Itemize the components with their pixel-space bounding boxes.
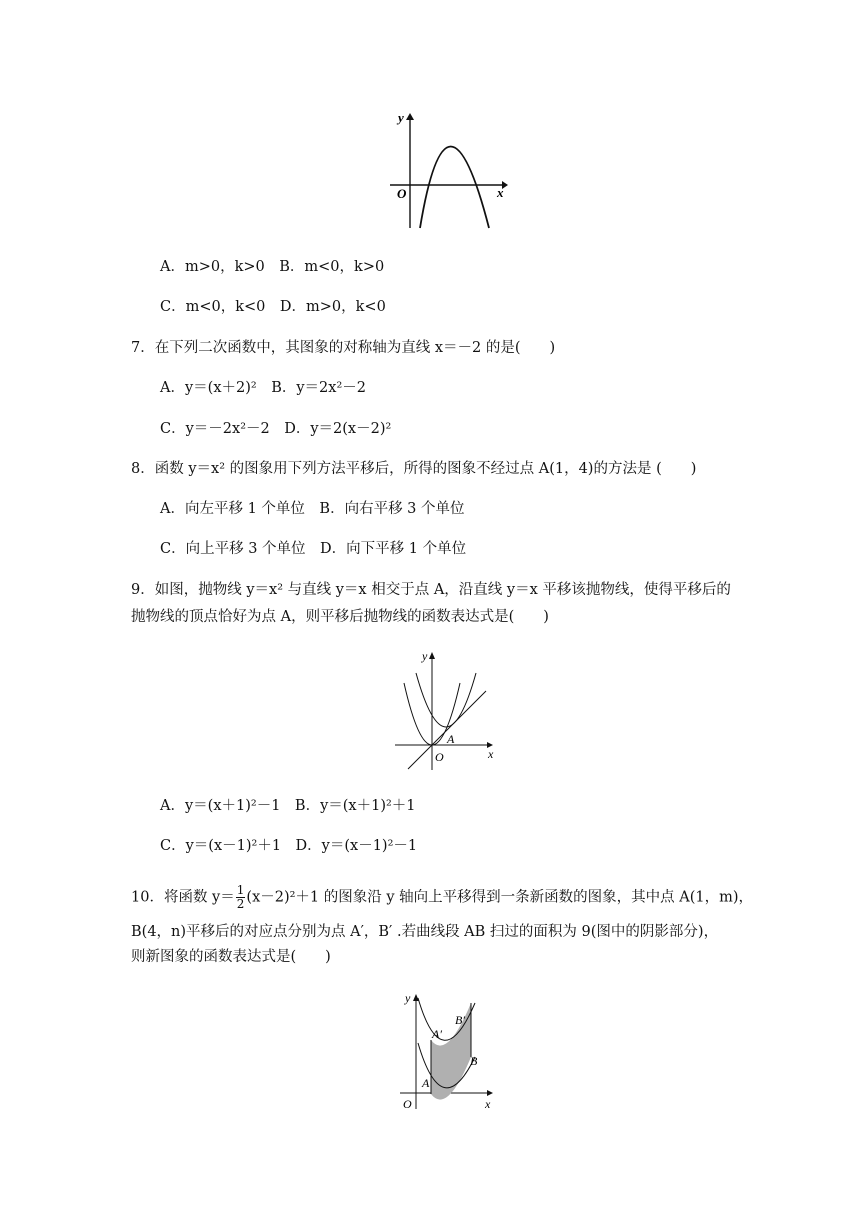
q9-y-label: y bbox=[422, 649, 428, 663]
q6-y-arrow bbox=[406, 113, 414, 120]
q10-stem-line2: B(4，n)平移后的对应点分别为点 A′，B′ .若曲线段 AB 扫过的面积为 9(图中的阴影部分)， bbox=[131, 924, 719, 940]
q8-options-row2: C．向上平移 3 个单位 D．向下平移 1 个单位 bbox=[160, 541, 467, 557]
q9-options-row1: A．y＝(x＋1)²－1 B．y＝(x＋1)²＋1 bbox=[160, 798, 416, 814]
q10-stem-prefix: 10．将函数 y＝ bbox=[131, 889, 235, 906]
q10-x-arrow bbox=[487, 1090, 493, 1096]
q10-stem-line1 bbox=[131, 884, 753, 911]
q9-figure bbox=[390, 645, 500, 775]
q10-shaded-region bbox=[431, 1003, 471, 1100]
q7-options-row2: C．y＝－2x²－2 D．y＝2(x－2)² bbox=[160, 421, 392, 437]
q9-stem-line1: 9．如图，抛物线 y＝x² 与直线 y＝x 相交于点 A，沿直线 y＝x 平移该抛物线，使得平移后的 bbox=[131, 582, 731, 598]
q10-fraction bbox=[236, 884, 246, 911]
q10-figure bbox=[395, 985, 500, 1115]
q6-options-row2: C．m<0，k<0 D．m>0，k<0 bbox=[160, 299, 386, 315]
q10-b-prime-label: B′ bbox=[455, 1013, 465, 1027]
q6-x-label: x bbox=[497, 185, 504, 200]
q10-y-label: y bbox=[405, 991, 411, 1005]
q8-options-row1: A．向左平移 1 个单位 B．向右平移 3 个单位 bbox=[160, 501, 465, 517]
q6-figure bbox=[385, 110, 510, 235]
q10-b-label: B bbox=[470, 1054, 478, 1068]
q6-origin-label: O bbox=[397, 186, 407, 201]
q10-a-label: A bbox=[422, 1076, 430, 1090]
q7-stem: 7．在下列二次函数中，其图象的对称轴为直线 x＝－2 的是( ) bbox=[131, 340, 556, 356]
q10-frac-den: 2 bbox=[236, 897, 245, 911]
q9-origin-label: O bbox=[435, 750, 444, 764]
q9-parabola-shifted bbox=[416, 673, 476, 727]
q9-stem-line2: 抛物线的顶点恰好为点 A，则平移后抛物线的函数表达式是( ) bbox=[131, 609, 549, 625]
q10-stem-line3: 则新图象的函数表达式是( ) bbox=[131, 949, 331, 965]
q9-y-arrow bbox=[429, 652, 435, 659]
q10-frac-num: 1 bbox=[236, 883, 245, 897]
q7-options-row1: A．y＝(x＋2)² B．y＝2x²－2 bbox=[160, 380, 366, 396]
q10-stem-suffix: (x－2)²＋1 的图象沿 y 轴向上平移得到一条新函数的图象，其中点 A(1，m)， bbox=[246, 889, 754, 906]
q9-options-row2: C．y＝(x－1)²＋1 D．y＝(x－1)²－1 bbox=[160, 838, 418, 854]
q6-parabola bbox=[420, 147, 489, 229]
q9-line-y-eq-x bbox=[408, 691, 486, 769]
q10-origin-label: O bbox=[403, 1097, 412, 1111]
q10-x-label: x bbox=[485, 1097, 491, 1111]
q9-a-label: A bbox=[447, 732, 455, 746]
q9-x-label: x bbox=[488, 747, 494, 761]
q8-stem: 8．函数 y＝x² 的图象用下列方法平移后，所得的图象不经过点 A(1，4)的方法是 ( ) bbox=[131, 461, 697, 477]
q10-a-prime-label: A′ bbox=[432, 1027, 442, 1041]
q6-y-label: y bbox=[398, 110, 404, 125]
q6-options-row1: A．m>0，k>0 B．m<0，k>0 bbox=[160, 259, 385, 275]
